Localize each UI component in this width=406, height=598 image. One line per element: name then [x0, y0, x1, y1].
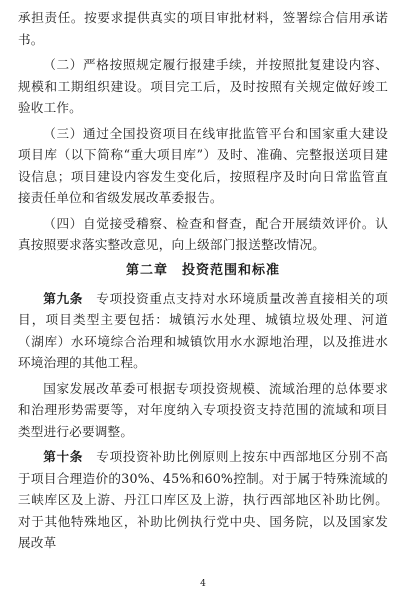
- article-9-label: 第九条: [43, 290, 84, 306]
- paragraph-item-3: （三）通过全国投资项目在线审批监管平台和国家重大建设项目库（以下简称“重大项目库”）及时、准确、完整报送项目建设信息；项目建设内容发生变化后，按照程序及时向日常监管直接责任单位和省级发展改革委报告。: [18, 125, 388, 205]
- paragraph-adjustment: 国家发展改革委可根据专项投资规模、流域治理的总体要求和治理形势需要等，对年度纳入专项投资支持范围的流域和项目类型进行必要调整。: [18, 380, 388, 439]
- article-10-paragraph: [18, 446, 388, 554]
- article-9-text: 专项投资重点支持对水环境质量改善直接相关的项目，项目类型主要包括：城镇污水处理、城镇垃圾处理、河道（湖库）水环境综合治理和城镇饮用水水源地治理，以及推进水环境治理的其他工程。: [18, 290, 388, 370]
- chapter-heading: 第二章 投资范围和标准: [125, 262, 280, 278]
- paragraph-item-2: （二）严格按照规定履行报建手续，并按照批复建设内容、规模和工期组织建设。项目完工后，及时按照有关规定做好竣工验收工作。: [18, 57, 388, 115]
- article-9-paragraph: [18, 288, 388, 374]
- article-10-label: 第十条: [43, 449, 84, 464]
- paragraph-item-4: （四）自觉接受稽察、检查和督查，配合开展绩效评价。认真按照要求落实整改意见，向上级部门报送整改情况。: [18, 215, 388, 252]
- article-10-text: 专项投资补助比例原则上按东中西部地区分别不高于项目合理造价的30%、45%和60%控制。对于属于特殊流域的三峡库区及上游、丹江口库区及上游，执行西部地区补助比例。对于其他特殊地区，补助比例执行党中央、国务院，以及国家发展改革: [18, 449, 388, 550]
- page-number: 4: [200, 579, 206, 589]
- paragraph-continuation: 承担责任。按要求提供真实的项目审批材料，签署综合信用承诺书。: [18, 10, 388, 47]
